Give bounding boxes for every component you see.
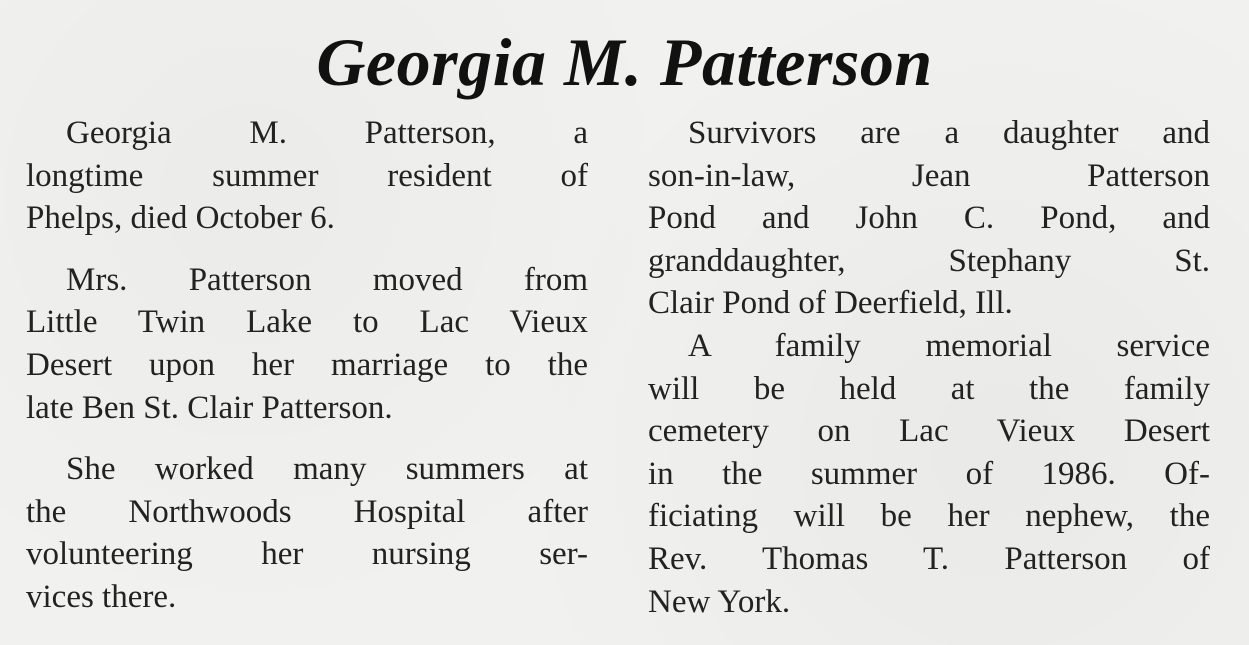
right-column: [648, 112, 1210, 623]
text-line: vices there.: [26, 578, 177, 615]
text-line: will be held at the family: [648, 370, 1210, 407]
text-line: son-in-law, Jean Patterson: [648, 157, 1210, 194]
text-line: volunteering her nursing ser-: [26, 536, 588, 573]
text-line: Desert upon her marriage to the: [26, 346, 588, 383]
left-column: [26, 112, 588, 619]
paragraph-hospital: [26, 448, 588, 618]
paragraph-memorial-service: [648, 325, 1210, 623]
text-line: She worked many summers at: [66, 451, 588, 488]
paragraph-survivors: [648, 112, 1210, 325]
text-line: Pond and John C. Pond, and: [648, 200, 1210, 237]
text-line: A family memorial service: [688, 327, 1210, 364]
text-line: in the summer of 1986. Of-: [648, 455, 1210, 492]
text-line: granddaughter, Stephany St.: [648, 242, 1210, 279]
paragraph-marriage: [26, 259, 588, 429]
text-line: Clair Pond of Deerfield, Ill.: [648, 285, 1013, 322]
text-line: Rev. Thomas T. Patterson of: [648, 540, 1210, 577]
text-line: New York.: [648, 583, 791, 620]
text-line: ficiating will be her nephew, the: [648, 498, 1210, 535]
text-line: the Northwoods Hospital after: [26, 493, 588, 530]
text-line: Little Twin Lake to Lac Vieux: [26, 304, 588, 341]
text-line: Georgia M. Patterson, a: [66, 115, 588, 151]
text-line: Survivors are a daughter and: [688, 115, 1210, 151]
paragraph-death-notice: [26, 112, 588, 240]
text-line: longtime summer resident of: [26, 157, 588, 194]
text-line: Mrs. Patterson moved from: [66, 261, 588, 298]
headline: Georgia M. Patterson: [316, 24, 933, 100]
text-line: late Ben St. Clair Patterson.: [26, 389, 393, 426]
text-line: Phelps, died October 6.: [26, 200, 335, 237]
text-line: cemetery on Lac Vieux Desert: [648, 413, 1210, 450]
